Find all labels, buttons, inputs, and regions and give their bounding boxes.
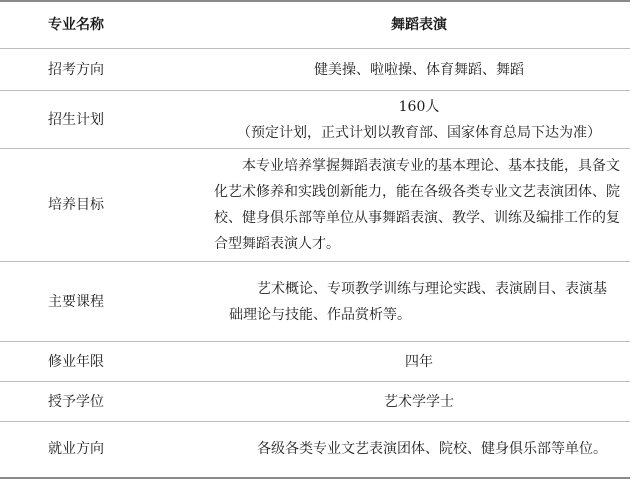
table-row-plan xyxy=(0,91,630,149)
table-row-courses xyxy=(0,262,630,342)
row-value-goal: 本专业培养掌握舞蹈表演专业的基本理论、基本技能，具备文化艺术修养和实践创新能力，能在各级各类专业文艺表演团体、院校、健身俱乐部等单位从事舞蹈表演、教学、训练及编排工作的复合型舞蹈表演人才。 xyxy=(214,158,620,252)
table-row-years xyxy=(0,342,630,382)
row-label-courses: 主要课程 xyxy=(0,262,208,342)
row-value-direction: 健美操、啦啦操、体育舞蹈、舞蹈 xyxy=(208,49,630,91)
row-value-career-cell xyxy=(208,422,630,478)
table-row-goal xyxy=(0,149,630,262)
row-label-goal: 培养目标 xyxy=(0,149,208,262)
row-value-courses-cell xyxy=(208,262,630,342)
row-label-plan: 招生计划 xyxy=(0,91,208,149)
row-label-years: 修业年限 xyxy=(0,342,208,382)
row-value-years: 四年 xyxy=(208,342,630,382)
table-header-row xyxy=(0,1,630,49)
table-row-career xyxy=(0,422,630,478)
row-value-goal-cell xyxy=(208,149,630,262)
header-label: 专业名称 xyxy=(0,1,208,49)
row-value-career: 各级各类专业文艺表演团体、院校、健身俱乐部等单位。 xyxy=(257,441,607,458)
table-row-degree xyxy=(0,382,630,422)
row-label-career: 就业方向 xyxy=(0,422,208,478)
row-value-degree: 艺术学学士 xyxy=(208,382,630,422)
table-row-direction xyxy=(0,49,630,91)
header-value: 舞蹈表演 xyxy=(208,1,630,49)
row-value-plan xyxy=(208,91,630,149)
row-label-degree: 授予学位 xyxy=(0,382,208,422)
row-value-courses: 艺术概论、专项教学训练与理论实践、表演剧目、表演基础理论与技能、作品赏析等。 xyxy=(229,280,607,323)
plan-note: （预定计划，正式计划以教育部、国家体育总局下达为准） xyxy=(237,124,601,141)
row-label-direction: 招考方向 xyxy=(0,49,208,91)
plan-count: 160人 xyxy=(398,98,440,115)
